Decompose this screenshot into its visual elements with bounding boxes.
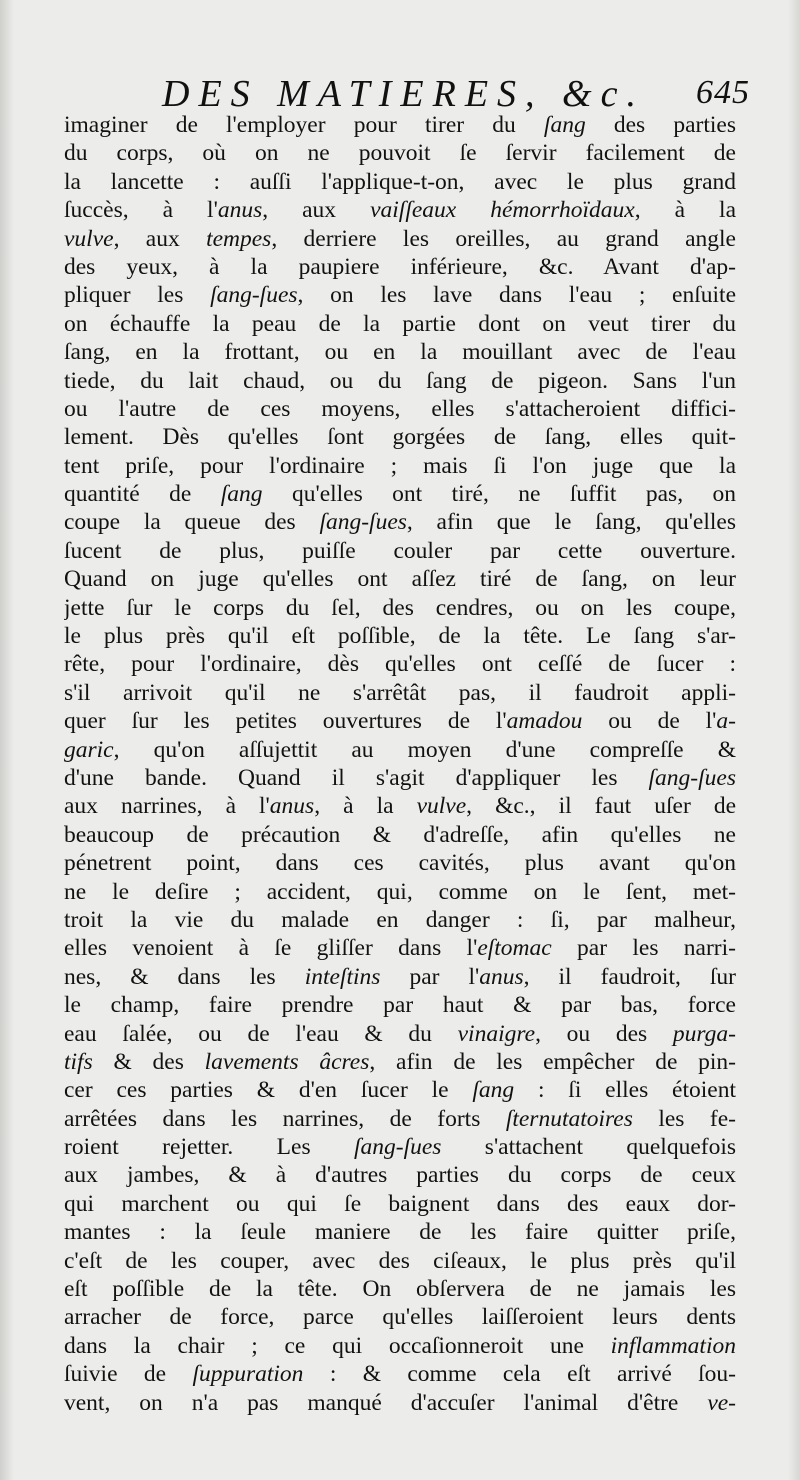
text-run: elles venoient à ſe gliſſer dans l' xyxy=(64,935,478,962)
text-line xyxy=(64,508,736,536)
text-line xyxy=(64,1020,736,1048)
page-number: 645 xyxy=(696,74,750,111)
text-line xyxy=(64,111,736,139)
text-line xyxy=(64,423,736,451)
text-line xyxy=(64,1303,736,1331)
text-run: ſang, en la frottant, ou en la mouillant avec de l'eau xyxy=(64,339,736,366)
text-line xyxy=(64,821,736,849)
text-run: nes, & dans les xyxy=(64,963,305,990)
text-line xyxy=(64,764,736,792)
italic-term: anus xyxy=(479,963,524,990)
italic-term: ſang xyxy=(472,1077,515,1104)
italic-term: vinaigre xyxy=(457,1020,536,1047)
italic-term: ſuppuration xyxy=(192,1361,304,1388)
text-line xyxy=(64,281,736,309)
text-run: on échauffe la peau de la partie dont on veut tirer du xyxy=(64,310,736,337)
text-run: le champ, faire prendre par haut & par bas, force xyxy=(64,992,736,1019)
text-line xyxy=(64,934,736,962)
italic-term: eſtomac xyxy=(477,935,552,962)
text-run: , ou des xyxy=(535,1020,673,1047)
italic-term: garic xyxy=(64,736,114,763)
text-run: vent, on n'a pas manqué d'accuſer l'animal d'être xyxy=(64,1389,708,1416)
text-run: s'attachent quelquefois xyxy=(441,1134,736,1161)
text-run: ou de l' xyxy=(582,708,717,735)
italic-term: vaiſſeaux hémorrhoïdaux xyxy=(370,197,635,224)
text-run: coupe la queue des xyxy=(64,509,320,536)
text-line xyxy=(64,594,736,622)
text-line xyxy=(64,679,736,707)
italic-term: vulve xyxy=(416,793,467,820)
text-line xyxy=(64,565,736,593)
text-line xyxy=(64,906,736,934)
text-run: par les narri- xyxy=(551,935,736,962)
text-run: ſuccès, à l' xyxy=(64,197,218,224)
italic-term: ſternutatoires xyxy=(505,1105,633,1132)
text-run: aux jambes, & à d'autres parties du corps de ceux xyxy=(64,1162,736,1189)
text-line xyxy=(64,1360,736,1388)
text-line xyxy=(64,310,736,338)
text-line xyxy=(64,1105,736,1133)
text-line xyxy=(64,1076,736,1104)
text-line xyxy=(64,1161,736,1189)
text-line xyxy=(64,452,736,480)
italic-term: tempes xyxy=(206,225,272,252)
body-text xyxy=(64,111,736,1417)
text-run: roient rejetter. Les xyxy=(64,1134,354,1161)
italic-term: ſang-ſues xyxy=(353,1134,442,1161)
text-run: lement. Dès qu'elles ſont gorgées de ſang, elles quit- xyxy=(64,424,736,451)
text-run: c'eſt de les couper, avec des ciſeaux, le plus près qu'il xyxy=(64,1247,736,1274)
text-line xyxy=(64,338,736,366)
text-run: aux narrines, à l' xyxy=(64,793,270,820)
text-run: , qu'on aſſujettit au moyen d'une compreſſe & xyxy=(113,736,736,763)
italic-term: amadou xyxy=(506,708,583,735)
text-run: des yeux, à la paupiere inférieure, &c. Avant d'ap- xyxy=(64,253,736,280)
italic-term: inflammation xyxy=(610,1332,736,1359)
text-run: , afin de les empêcher de pin- xyxy=(369,1048,736,1075)
text-line xyxy=(64,1389,736,1417)
text-line xyxy=(64,168,736,196)
text-run: eſt poſſible de la tête. On obſervera de ne jamais les xyxy=(64,1276,736,1303)
text-run: mantes : la ſeule maniere de les faire quitter priſe, xyxy=(64,1219,736,1246)
italic-term: vulve xyxy=(64,225,114,252)
text-line xyxy=(64,849,736,877)
text-line xyxy=(64,1275,736,1303)
text-line xyxy=(64,395,736,423)
italic-term: anus xyxy=(269,793,315,820)
text-run: quantité de xyxy=(64,481,221,508)
running-head-title: DES MATIERES, &c. xyxy=(162,73,645,115)
scan-edge-right xyxy=(788,0,800,1480)
text-run: beaucoup de précaution & d'adreſſe, afin qu'elles ne xyxy=(64,821,736,848)
text-run: , aux xyxy=(262,197,371,224)
text-run: rête, pour l'ordinaire, dès qu'elles ont ceſſé de ſucer : xyxy=(64,651,736,678)
text-run: eau ſalée, ou de l'eau & du xyxy=(64,1020,458,1047)
text-run: , &c., il faut uſer de xyxy=(466,793,736,820)
text-run: tiede, du lait chaud, ou du ſang de pigeon. Sans l'un xyxy=(64,367,736,394)
text-run: pénetrent point, dans ces cavités, plus avant qu'on xyxy=(64,850,736,877)
italic-term: ſang-ſues xyxy=(319,509,407,536)
text-run: ne le deſire ; accident, qui, comme on le ſent, met- xyxy=(64,878,736,905)
text-line xyxy=(64,792,736,820)
text-run: , afin que le ſang, qu'elles xyxy=(406,509,736,536)
text-line xyxy=(64,1048,736,1076)
text-run: : & comme cela eſt arrivé ſou- xyxy=(303,1361,736,1388)
text-run: imaginer de l'employer pour tirer du xyxy=(64,112,544,138)
italic-term: lavements âcres xyxy=(204,1048,370,1075)
italic-term: ve- xyxy=(707,1389,736,1416)
text-run: , aux xyxy=(113,225,207,252)
italic-term: ſang xyxy=(543,112,586,138)
italic-term: tifs xyxy=(64,1048,93,1075)
italic-term: ſang-ſues xyxy=(648,764,736,791)
text-line xyxy=(64,707,736,735)
text-line xyxy=(64,1218,736,1246)
text-line xyxy=(64,139,736,167)
text-run: des parties xyxy=(585,112,736,138)
scan-edge-left xyxy=(0,0,14,1480)
italic-term: inteſtins xyxy=(304,963,381,990)
text-run: ou l'autre de ces moyens, elles s'attacheroient diffici- xyxy=(64,395,736,422)
text-line xyxy=(64,991,736,1019)
text-run: dans la chair ; ce qui occaſionneroit une xyxy=(64,1332,611,1359)
text-run: jette ſur le corps du ſel, des cendres, ou on les coupe, xyxy=(64,594,736,621)
text-line xyxy=(64,1247,736,1275)
text-run: par l' xyxy=(380,963,480,990)
text-run: quer ſur les petites ouvertures de l' xyxy=(64,708,507,735)
text-run: troit la vie du malade en danger : ſi, par malheur, xyxy=(64,906,736,933)
text-line xyxy=(64,878,736,906)
text-run: ſucent de plus, puiſſe couler par cette ouverture. xyxy=(64,537,736,564)
text-line xyxy=(64,622,736,650)
text-run: du corps, où on ne pouvoit ſe ſervir facilement de xyxy=(64,140,736,167)
text-line xyxy=(64,367,736,395)
text-run: , à la xyxy=(314,793,417,820)
text-line xyxy=(64,736,736,764)
italic-term: ſang-ſues xyxy=(210,282,298,309)
text-run: : ſi elles étoient xyxy=(514,1077,736,1104)
text-line xyxy=(64,196,736,224)
text-line xyxy=(64,537,736,565)
text-run: qui marchent ou qui ſe baignent dans des eaux dor- xyxy=(64,1190,736,1217)
text-run: la lancette : auſſi l'applique-t-on, avec le plus grand xyxy=(64,168,736,195)
italic-term: ſang xyxy=(220,481,263,508)
text-run: le plus près qu'il eſt poſſible, de la tête. Le ſang s'ar- xyxy=(64,623,736,650)
italic-term: anus xyxy=(217,197,263,224)
text-run: qu'elles ont tiré, ne ſuffit pas, on xyxy=(262,481,736,508)
text-line xyxy=(64,1190,736,1218)
text-run: arrêtées dans les narrines, de forts xyxy=(64,1105,506,1132)
text-run: ſuivie de xyxy=(64,1361,193,1388)
text-line xyxy=(64,253,736,281)
text-line xyxy=(64,1332,736,1360)
text-run: pliquer les xyxy=(64,282,211,309)
text-run: les fe- xyxy=(632,1105,736,1132)
text-line xyxy=(64,225,736,253)
text-line xyxy=(64,480,736,508)
text-run: & des xyxy=(92,1048,205,1075)
text-run: tent priſe, pour l'ordinaire ; mais ſi l'on juge que la xyxy=(64,452,736,479)
italic-term: purga- xyxy=(672,1020,736,1047)
text-line xyxy=(64,650,736,678)
text-run: arracher de force, parce qu'elles laiſſeroient leurs dents xyxy=(64,1304,736,1331)
text-line xyxy=(64,963,736,991)
italic-term: a- xyxy=(716,708,736,735)
text-run: cer ces parties & d'en ſucer le xyxy=(64,1077,473,1104)
text-run: d'une bande. Quand il s'agit d'appliquer les xyxy=(64,764,649,791)
text-run: , derriere les oreilles, au grand angle xyxy=(271,225,736,252)
text-run: , on les lave dans l'eau ; enſuite xyxy=(297,282,736,309)
text-run: , à la xyxy=(634,197,736,224)
text-line xyxy=(64,1133,736,1161)
text-run: s'il arrivoit qu'il ne s'arrêtât pas, il faudroit appli- xyxy=(64,679,736,706)
text-run: Quand on juge qu'elles ont aſſez tiré de ſang, on leur xyxy=(64,566,736,593)
text-run: , il faudroit, ſur xyxy=(523,963,736,990)
